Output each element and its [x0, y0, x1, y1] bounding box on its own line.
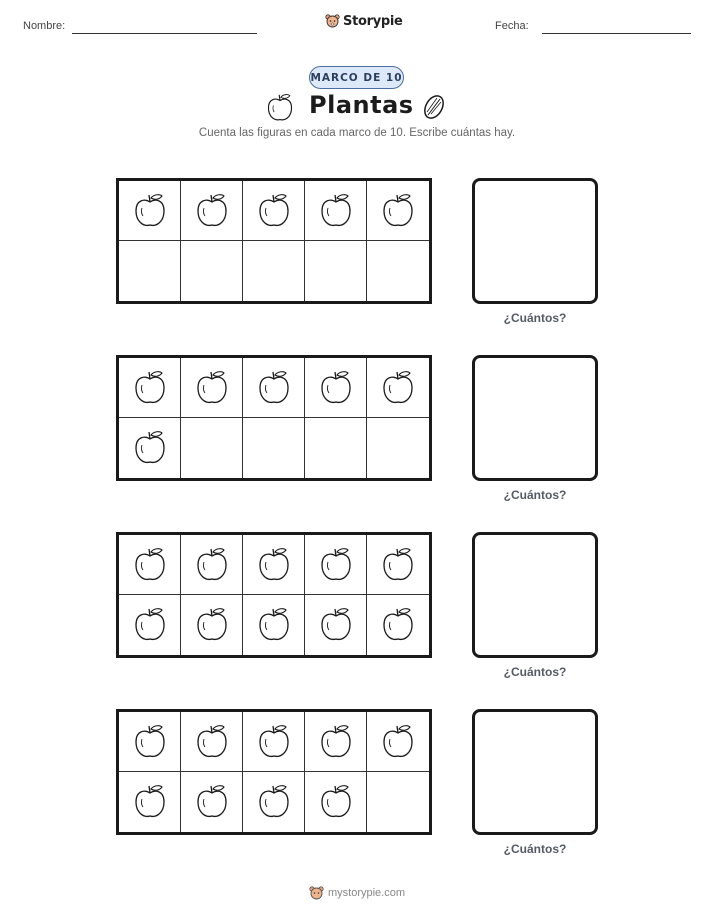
- ten-frame-cell: [367, 595, 429, 655]
- apple-icon: [195, 370, 229, 406]
- answer-box[interactable]: [472, 355, 598, 481]
- answer-box[interactable]: [472, 709, 598, 835]
- ten-frame-cell: [181, 772, 243, 832]
- apple-icon: [133, 370, 167, 406]
- apple-icon: [266, 93, 294, 123]
- ten-frame-cell: [367, 712, 429, 772]
- ten-frame-cell: [181, 712, 243, 772]
- apple-icon: [195, 724, 229, 760]
- apple-icon: [319, 784, 353, 820]
- apple-icon: [195, 607, 229, 643]
- ten-frame-cell: [243, 595, 305, 655]
- apple-icon: [133, 784, 167, 820]
- page-title: Plantas: [309, 91, 414, 119]
- ten-frame-cell: [119, 181, 181, 241]
- apple-icon: [257, 547, 291, 583]
- answer-box[interactable]: [472, 178, 598, 304]
- ten-frame-cell: [243, 181, 305, 241]
- name-label: Nombre:: [23, 20, 66, 32]
- ten-frame-cell: [305, 595, 367, 655]
- ten-frame-cell: [367, 772, 429, 832]
- ten-frame-cell: [181, 241, 243, 301]
- seed-icon: [421, 93, 447, 121]
- title-row: [0, 91, 714, 125]
- footer-url: mystorypie.com: [327, 887, 406, 899]
- apple-icon: [319, 724, 353, 760]
- ten-frame-cell: [119, 535, 181, 595]
- ten-frame-cell: [243, 358, 305, 418]
- apple-icon: [133, 607, 167, 643]
- ten-frame-cell: [243, 241, 305, 301]
- ten-frame-cell: [181, 595, 243, 655]
- ten-frame-cell: [305, 358, 367, 418]
- apple-icon: [257, 370, 291, 406]
- ten-frame: [116, 355, 432, 481]
- apple-icon: [381, 724, 415, 760]
- ten-frame-cell: [181, 181, 243, 241]
- ten-frame-cell: [119, 358, 181, 418]
- answer-question-label: ¿Cuántos?: [503, 488, 567, 502]
- apple-icon: [319, 547, 353, 583]
- ten-frame-cell: [243, 418, 305, 478]
- answer-question-label: ¿Cuántos?: [503, 842, 567, 856]
- ten-frame-cell: [119, 712, 181, 772]
- apple-icon: [257, 724, 291, 760]
- ten-frame-cell: [367, 418, 429, 478]
- ten-frame-cell: [243, 535, 305, 595]
- ten-frame-cell: [305, 712, 367, 772]
- apple-icon: [381, 193, 415, 229]
- apple-icon: [133, 724, 167, 760]
- footer: [0, 885, 714, 901]
- ten-frame-cell: [367, 181, 429, 241]
- ten-frame-cell: [181, 358, 243, 418]
- apple-icon: [257, 784, 291, 820]
- apple-icon: [319, 607, 353, 643]
- answer-question-label: ¿Cuántos?: [503, 665, 567, 679]
- apple-icon: [257, 193, 291, 229]
- ten-frame: [116, 709, 432, 835]
- bear-mascot-icon: [325, 13, 340, 29]
- apple-icon: [257, 607, 291, 643]
- apple-icon: [133, 430, 167, 466]
- ten-frame-cell: [243, 712, 305, 772]
- apple-icon: [195, 547, 229, 583]
- ten-frame: [116, 178, 432, 304]
- ten-frame-cell: [119, 418, 181, 478]
- ten-frame-cell: [119, 241, 181, 301]
- date-label: Fecha:: [495, 20, 529, 32]
- ten-frame-cell: [243, 772, 305, 832]
- brand-name: Storypie: [343, 13, 403, 29]
- apple-icon: [195, 193, 229, 229]
- ten-frame-cell: [119, 772, 181, 832]
- apple-icon: [381, 547, 415, 583]
- ten-frame-cell: [305, 241, 367, 301]
- apple-icon: [195, 784, 229, 820]
- worksheet-type-badge: MARCO DE 10: [309, 66, 404, 89]
- ten-frame-cell: [305, 181, 367, 241]
- ten-frame-cell: [305, 535, 367, 595]
- ten-frame-cell: [305, 418, 367, 478]
- apple-icon: [133, 547, 167, 583]
- bear-mascot-icon: [309, 885, 324, 901]
- ten-frame-cell: [367, 535, 429, 595]
- instructions: Cuenta las figuras en cada marco de 10. Escribe cuántas hay.: [198, 127, 516, 139]
- apple-icon: [319, 193, 353, 229]
- brand-logo: [325, 13, 403, 29]
- ten-frame-cell: [367, 358, 429, 418]
- apple-icon: [133, 193, 167, 229]
- answer-box[interactable]: [472, 532, 598, 658]
- ten-frame-cell: [181, 418, 243, 478]
- ten-frame-cell: [181, 535, 243, 595]
- ten-frame: [116, 532, 432, 658]
- ten-frame-cell: [305, 772, 367, 832]
- answer-question-label: ¿Cuántos?: [503, 311, 567, 325]
- apple-icon: [381, 370, 415, 406]
- apple-icon: [381, 607, 415, 643]
- ten-frame-cell: [119, 595, 181, 655]
- ten-frame-cell: [367, 241, 429, 301]
- apple-icon: [319, 370, 353, 406]
- date-field[interactable]: [542, 33, 691, 34]
- name-field[interactable]: [72, 33, 257, 34]
